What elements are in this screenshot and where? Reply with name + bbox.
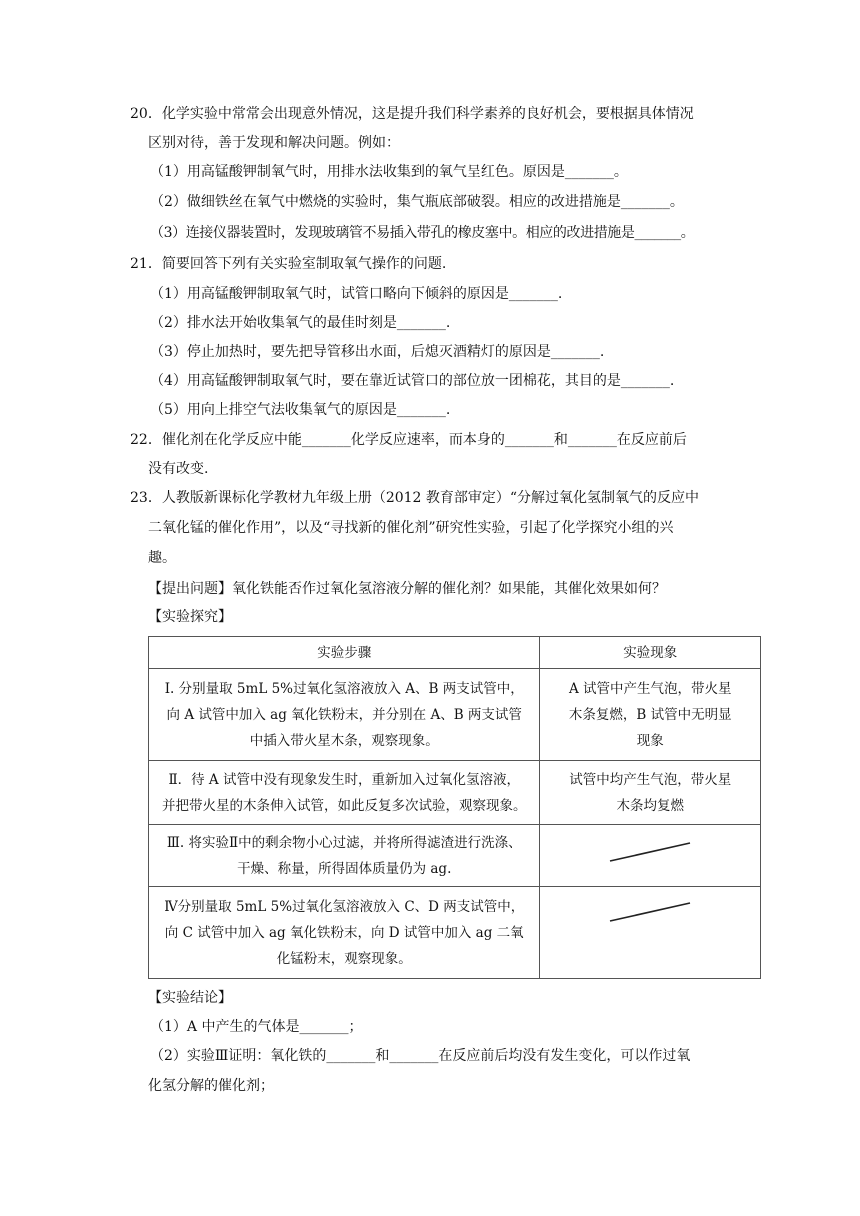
row-4-observation-blank [540, 887, 761, 979]
q20-part-1: （1）用高锰酸钾制氧气时，用排水法收集到的氧气呈红色。原因是_______。 [150, 164, 628, 180]
table-row [149, 761, 761, 825]
row-1-step [149, 669, 540, 761]
row-1-step-line-1: Ⅰ. 分别量取 5mL 5%过氧化氢溶液放入 A、B 两支试管中， [164, 680, 524, 697]
row-2-step-line-2: 并把带火星的木条伸入试管，如此反复多次试验，观察现象。 [161, 797, 527, 814]
row-3-step [149, 825, 540, 887]
row-2-observation [540, 761, 761, 825]
q21-part-2: （2）排水法开始收集氧气的最佳时刻是_______. [150, 315, 451, 331]
row-4-step-line-3: 化锰粉末，观察现象。 [276, 950, 412, 967]
q23-line-3: 趣。 [148, 550, 176, 566]
row-4-step-line-2: 向 C 试管中加入 ag 氧化铁粉末，向 D 试管中加入 ag 二氧 [164, 924, 524, 941]
q21-part-1: （1）用高锰酸钾制取氧气时，试管口略向下倾斜的原因是_______. [150, 286, 563, 302]
table-row [149, 887, 761, 979]
q23-explore-heading: 【实验探究】 [148, 609, 232, 625]
row-2-obs-line-1: 试管中均产生气泡，带火星 [569, 771, 732, 788]
row-1-obs-line-1: A 试管中产生气泡，带火星 [568, 680, 732, 697]
row-1-obs-line-3: 现象 [636, 732, 664, 749]
row-4-step [149, 887, 540, 979]
q22-line-2: 没有改变. [148, 461, 209, 477]
row-1-observation [540, 669, 761, 761]
row-1-obs-line-2: 木条复燃，B 试管中无明显 [568, 706, 732, 723]
q23-conclusion-heading: 【实验结论】 [148, 990, 232, 1006]
strikethrough-slash-icon [600, 831, 700, 871]
strikethrough-slash-icon [600, 895, 700, 935]
q22-line-1: 22．催化剂在化学反应中能_______化学反应速率，而本身的_______和_______在反应前后 [130, 432, 687, 448]
q23-line-2: 二氧化锰的催化作用”，以及“寻找新的催化剂”研究性实验，引起了化学探究小组的兴 [148, 520, 674, 536]
q20-part-2: （2）做细铁丝在氧气中燃烧的实验时，集气瓶底部破裂。相应的改进措施是_______。 [150, 194, 684, 210]
table-row [149, 669, 761, 761]
q20-line-1: 20．化学实验中常常会出现意外情况，这是提升我们科学素养的良好机会，要根据具体情况 [130, 106, 694, 122]
q23-conclusion-2-line-1: （2）实验Ⅲ证明：氧化铁的_______和_______在反应前后均没有发生变化，可以作过氧 [150, 1048, 691, 1064]
row-3-observation-blank [540, 825, 761, 887]
header-step: 实验步骤 [149, 637, 540, 669]
table-row [149, 825, 761, 887]
row-2-step [149, 761, 540, 825]
q21-part-4: （4）用高锰酸钾制取氧气时，要在靠近试管口的部位放一团棉花，其目的是_______. [150, 373, 675, 389]
q20-line-2: 区别对待，善于发现和解决问题。例如： [148, 135, 400, 151]
row-1-step-line-3: 中插入带火星木条，观察现象。 [249, 732, 439, 749]
row-2-step-line-1: Ⅱ．待 A 试管中没有现象发生时，重新加入过氧化氢溶液， [168, 771, 520, 788]
q23-conclusion-2-line-2: 化氢分解的催化剂； [148, 1078, 274, 1094]
row-3-step-line-1: Ⅲ. 将实验Ⅱ中的剩余物小心过滤，并将所得滤渣进行洗涤、 [166, 834, 522, 851]
experiment-table [148, 636, 761, 979]
row-4-step-line-1: Ⅳ分别量取 5mL 5%过氧化氢溶液放入 C、D 两支试管中， [164, 898, 525, 915]
row-2-obs-line-2: 木条均复燃 [616, 797, 684, 814]
q21-part-3: （3）停止加热时，要先把导管移出水面，后熄灭酒精灯的原因是_______. [150, 344, 605, 360]
header-observation: 实验现象 [540, 637, 761, 669]
table-header-row [149, 637, 761, 669]
q20-part-3: （3）连接仪器装置时，发现玻璃管不易插入带孔的橡皮塞中。相应的改进措施是_______。 [150, 225, 695, 241]
q21-line-1: 21．简要回答下列有关实验室制取氧气操作的问题. [130, 256, 447, 272]
q23-question: 【提出问题】氧化铁能否作过氧化氢溶液分解的催化剂？如果能，其催化效果如何？ [148, 581, 666, 597]
row-3-step-line-2: 干燥、称量，所得固体质量仍为 ag. [237, 860, 452, 877]
row-1-step-line-2: 向 A 试管中加入 ag 氧化铁粉末，并分别在 A、B 两支试管 [166, 706, 522, 723]
q21-part-5: （5）用向上排空气法收集氧气的原因是_______. [150, 402, 451, 418]
q23-conclusion-1: （1）A 中产生的气体是_______； [150, 1019, 363, 1035]
q23-line-1: 23．人教版新课标化学教材九年级上册（2012 教育部审定）“分解过氧化氢制氧气的反应中 [130, 490, 700, 506]
